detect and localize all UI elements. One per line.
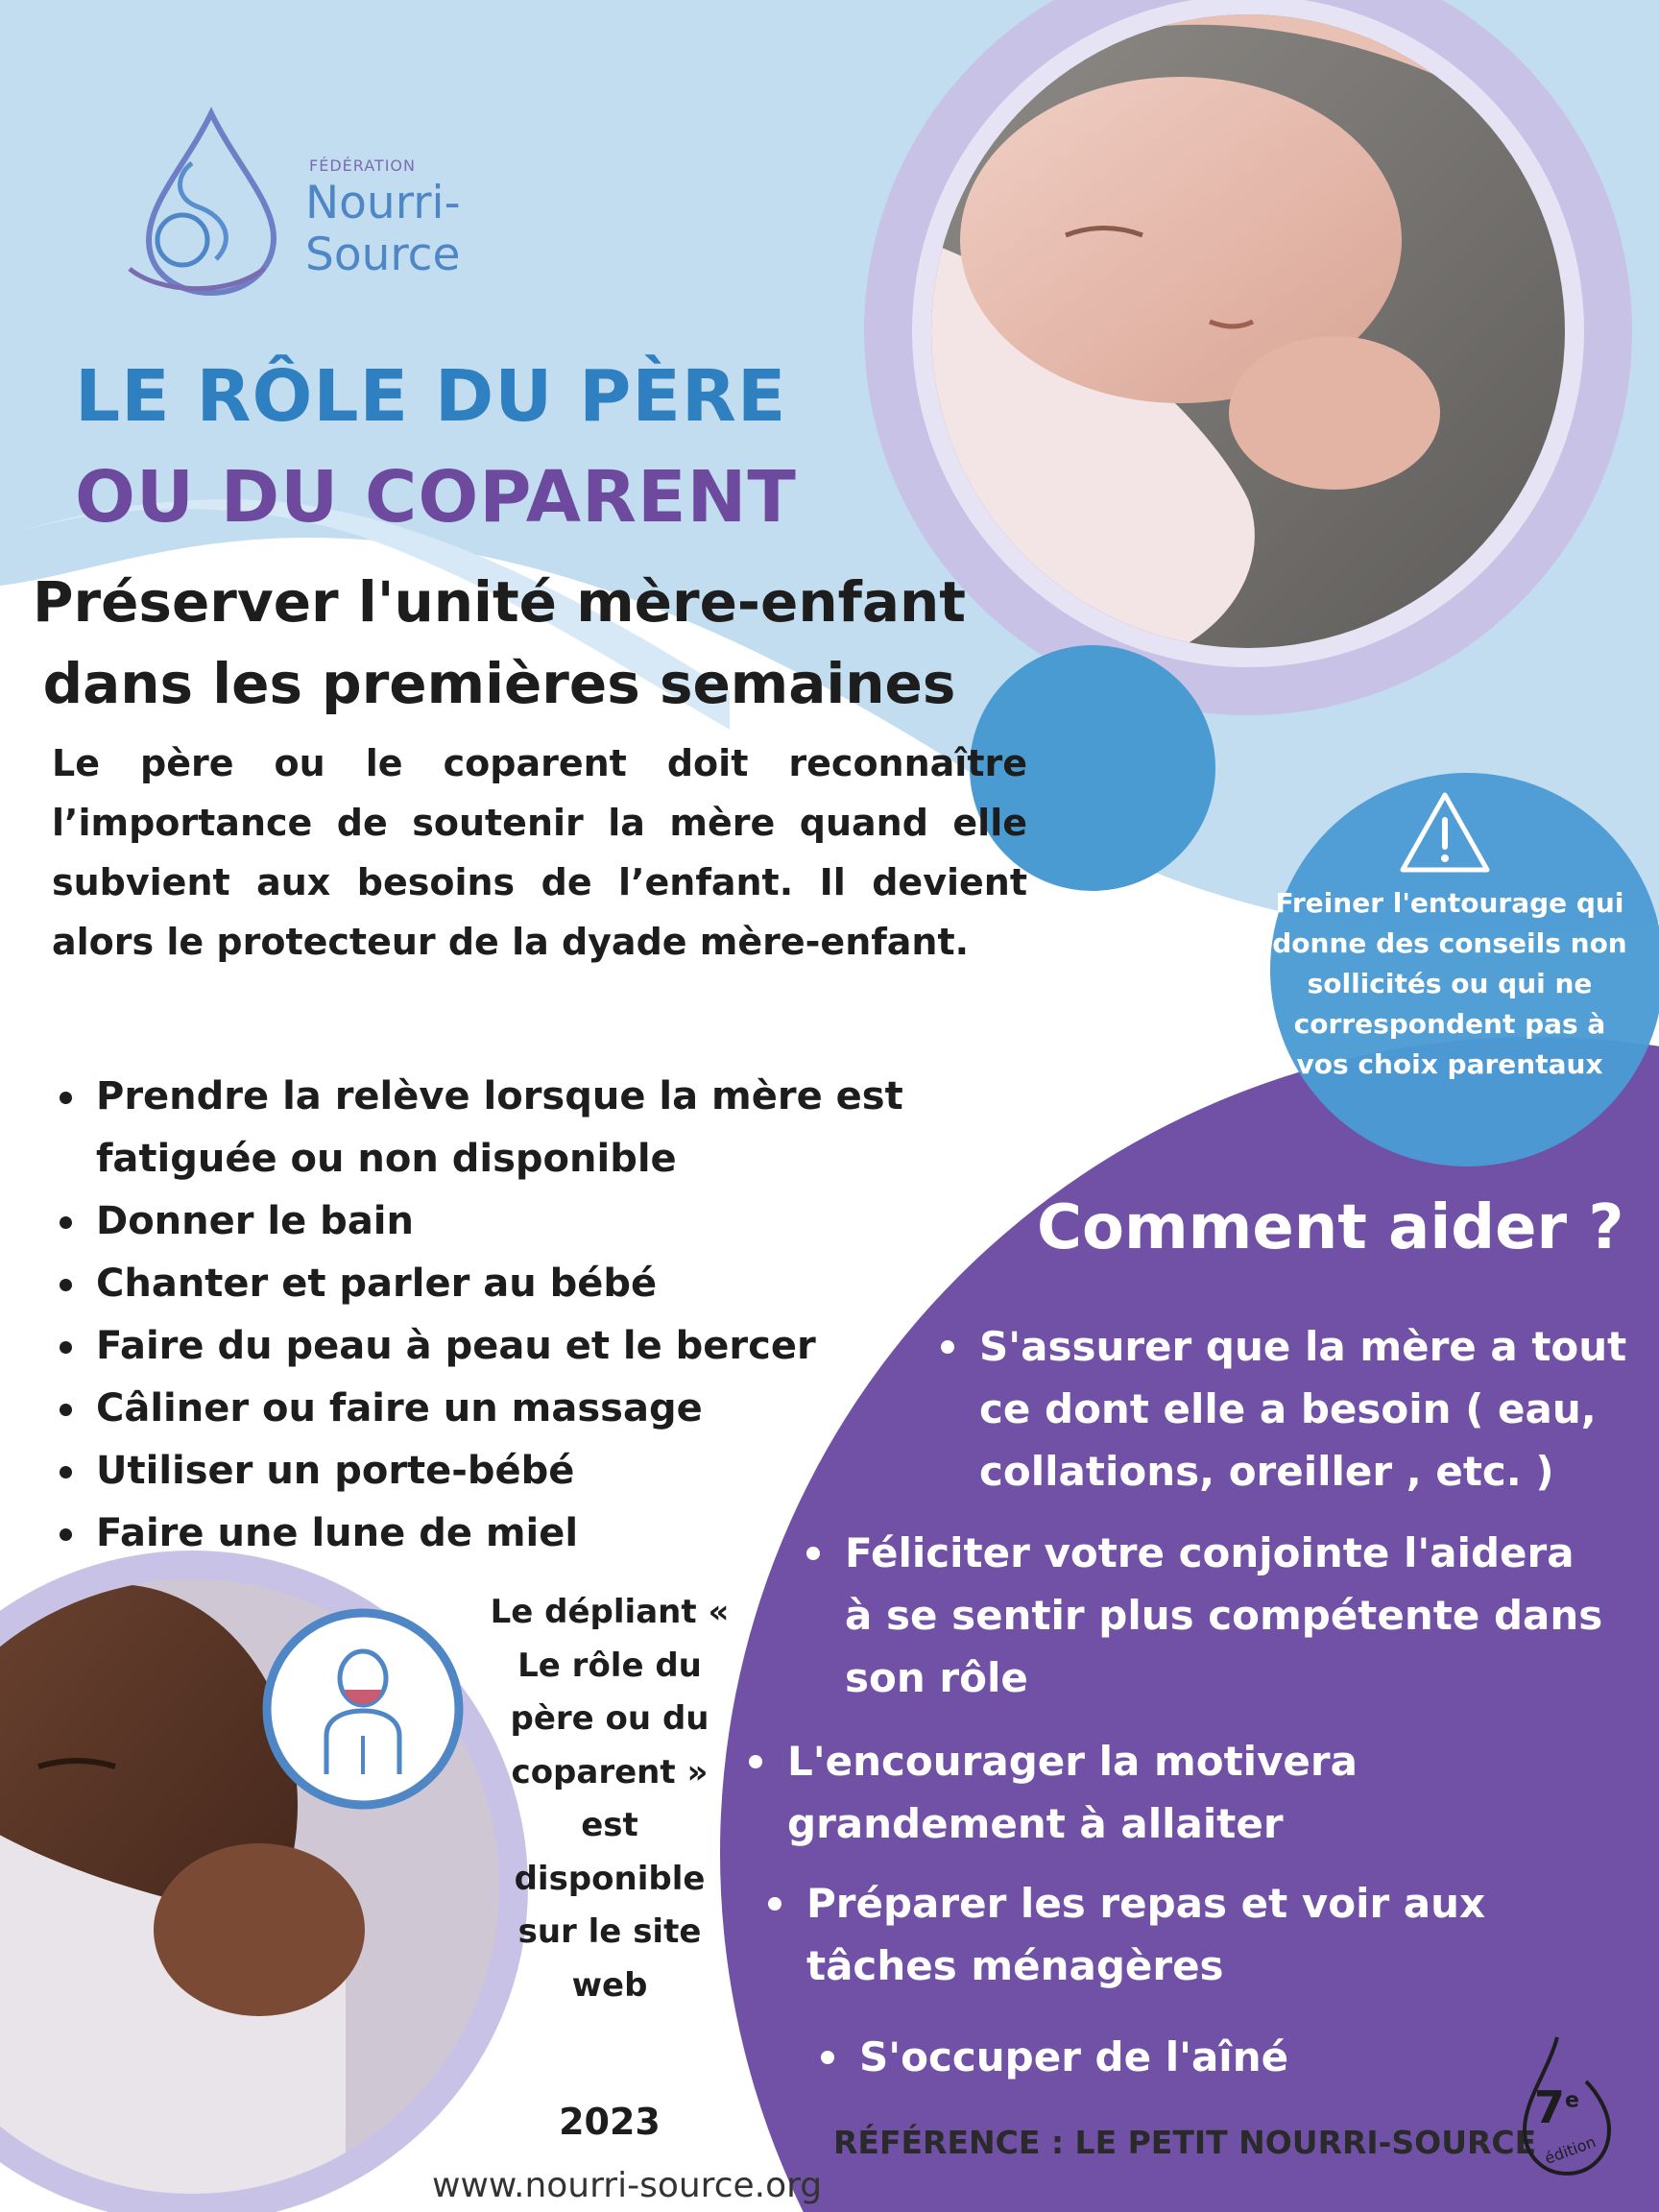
flyer-year: 2023	[559, 2101, 661, 2143]
nourri-source-logo-icon	[120, 106, 283, 298]
list-item: Faire une lune de miel	[52, 1503, 916, 1565]
warning-triangle-icon	[1397, 789, 1493, 876]
list-item: Chanter et parler au bébé	[52, 1253, 916, 1315]
list-item: Prendre la relève lorsque la mère est fatiguée ou non disponible	[52, 1066, 916, 1190]
help-item-text: Préparer les repas et voir aux tâches ménagères	[806, 1880, 1486, 1989]
bullet-icon	[749, 1755, 762, 1768]
list-item: Faire du peau à peau et le bercer	[52, 1315, 916, 1378]
subtitle	[19, 562, 979, 725]
bullet-icon	[806, 1547, 820, 1560]
help-item	[749, 1730, 1632, 1864]
how-to-help-title: Comment aider ?	[1037, 1192, 1624, 1263]
intro-paragraph: Le père ou le coparent doit reconnaître l’importance de soutenir la mère quand elle subvient aux besoins de l’enfant. Il devient alors le protecteur de la dyade mère-enfant.	[52, 742, 1027, 963]
help-item	[806, 1522, 1603, 1714]
logo-name-line1: Nourri-	[305, 177, 461, 229]
help-item-text: S'assurer que la mère a tout ce dont elle a besoin ( eau, collations, oreiller , etc. )	[979, 1323, 1627, 1495]
page-title-line2: OU DU COPARENT	[75, 456, 797, 539]
website-link[interactable]: www.nourri-source.org	[432, 2166, 823, 2205]
father-with-baby-photo	[0, 1555, 538, 2212]
help-item-text: L'encourager la motivera grandement à allaiter	[787, 1738, 1358, 1847]
bullet-icon	[941, 1340, 954, 1354]
flyer-note: Le dépliant « Le rôle du père ou du coparent » est disponible sur le site web	[490, 1593, 730, 2005]
edition-number: 7	[1534, 2081, 1566, 2133]
list-item: Donner le bain	[52, 1190, 916, 1253]
actions-list	[52, 1066, 916, 1565]
edition-word: édition	[1542, 2132, 1599, 2168]
help-item	[821, 2026, 1397, 2093]
help-item-text: Féliciter votre conjointe l'aidera à se sentir plus compétente dans son rôle	[845, 1529, 1603, 1701]
list-item: Utiliser un porte-bébé	[52, 1440, 916, 1503]
warning-text: Freiner l'entourage qui donne des conseils non sollicités ou qui ne correspondent pas à vos choix parentaux	[1272, 887, 1627, 1080]
list-item: Câliner ou faire un massage	[52, 1378, 916, 1440]
bullet-icon	[821, 2051, 834, 2064]
edition-sup: e	[1565, 2088, 1579, 2113]
page-title-line1: LE RÔLE DU PÈRE	[75, 355, 787, 438]
reference-text: RÉFÉRENCE : LE PETIT NOURRI-SOURCE	[833, 2124, 1537, 2161]
subtitle-line1: Préserver l'unité mère-enfant	[32, 569, 966, 635]
subtitle-line2: dans les premières semaines	[42, 651, 956, 716]
logo-name-line2: Source	[305, 228, 461, 281]
help-item	[941, 1315, 1632, 1507]
bullet-icon	[768, 1897, 781, 1911]
help-item	[768, 1872, 1594, 2007]
logo-name	[305, 178, 461, 281]
edition-badge	[1519, 2033, 1615, 2177]
help-item-text: S'occuper de l'aîné	[859, 2033, 1289, 2080]
logo-federation-label: FÉDÉRATION	[309, 156, 416, 175]
father-icon	[305, 1640, 421, 1784]
